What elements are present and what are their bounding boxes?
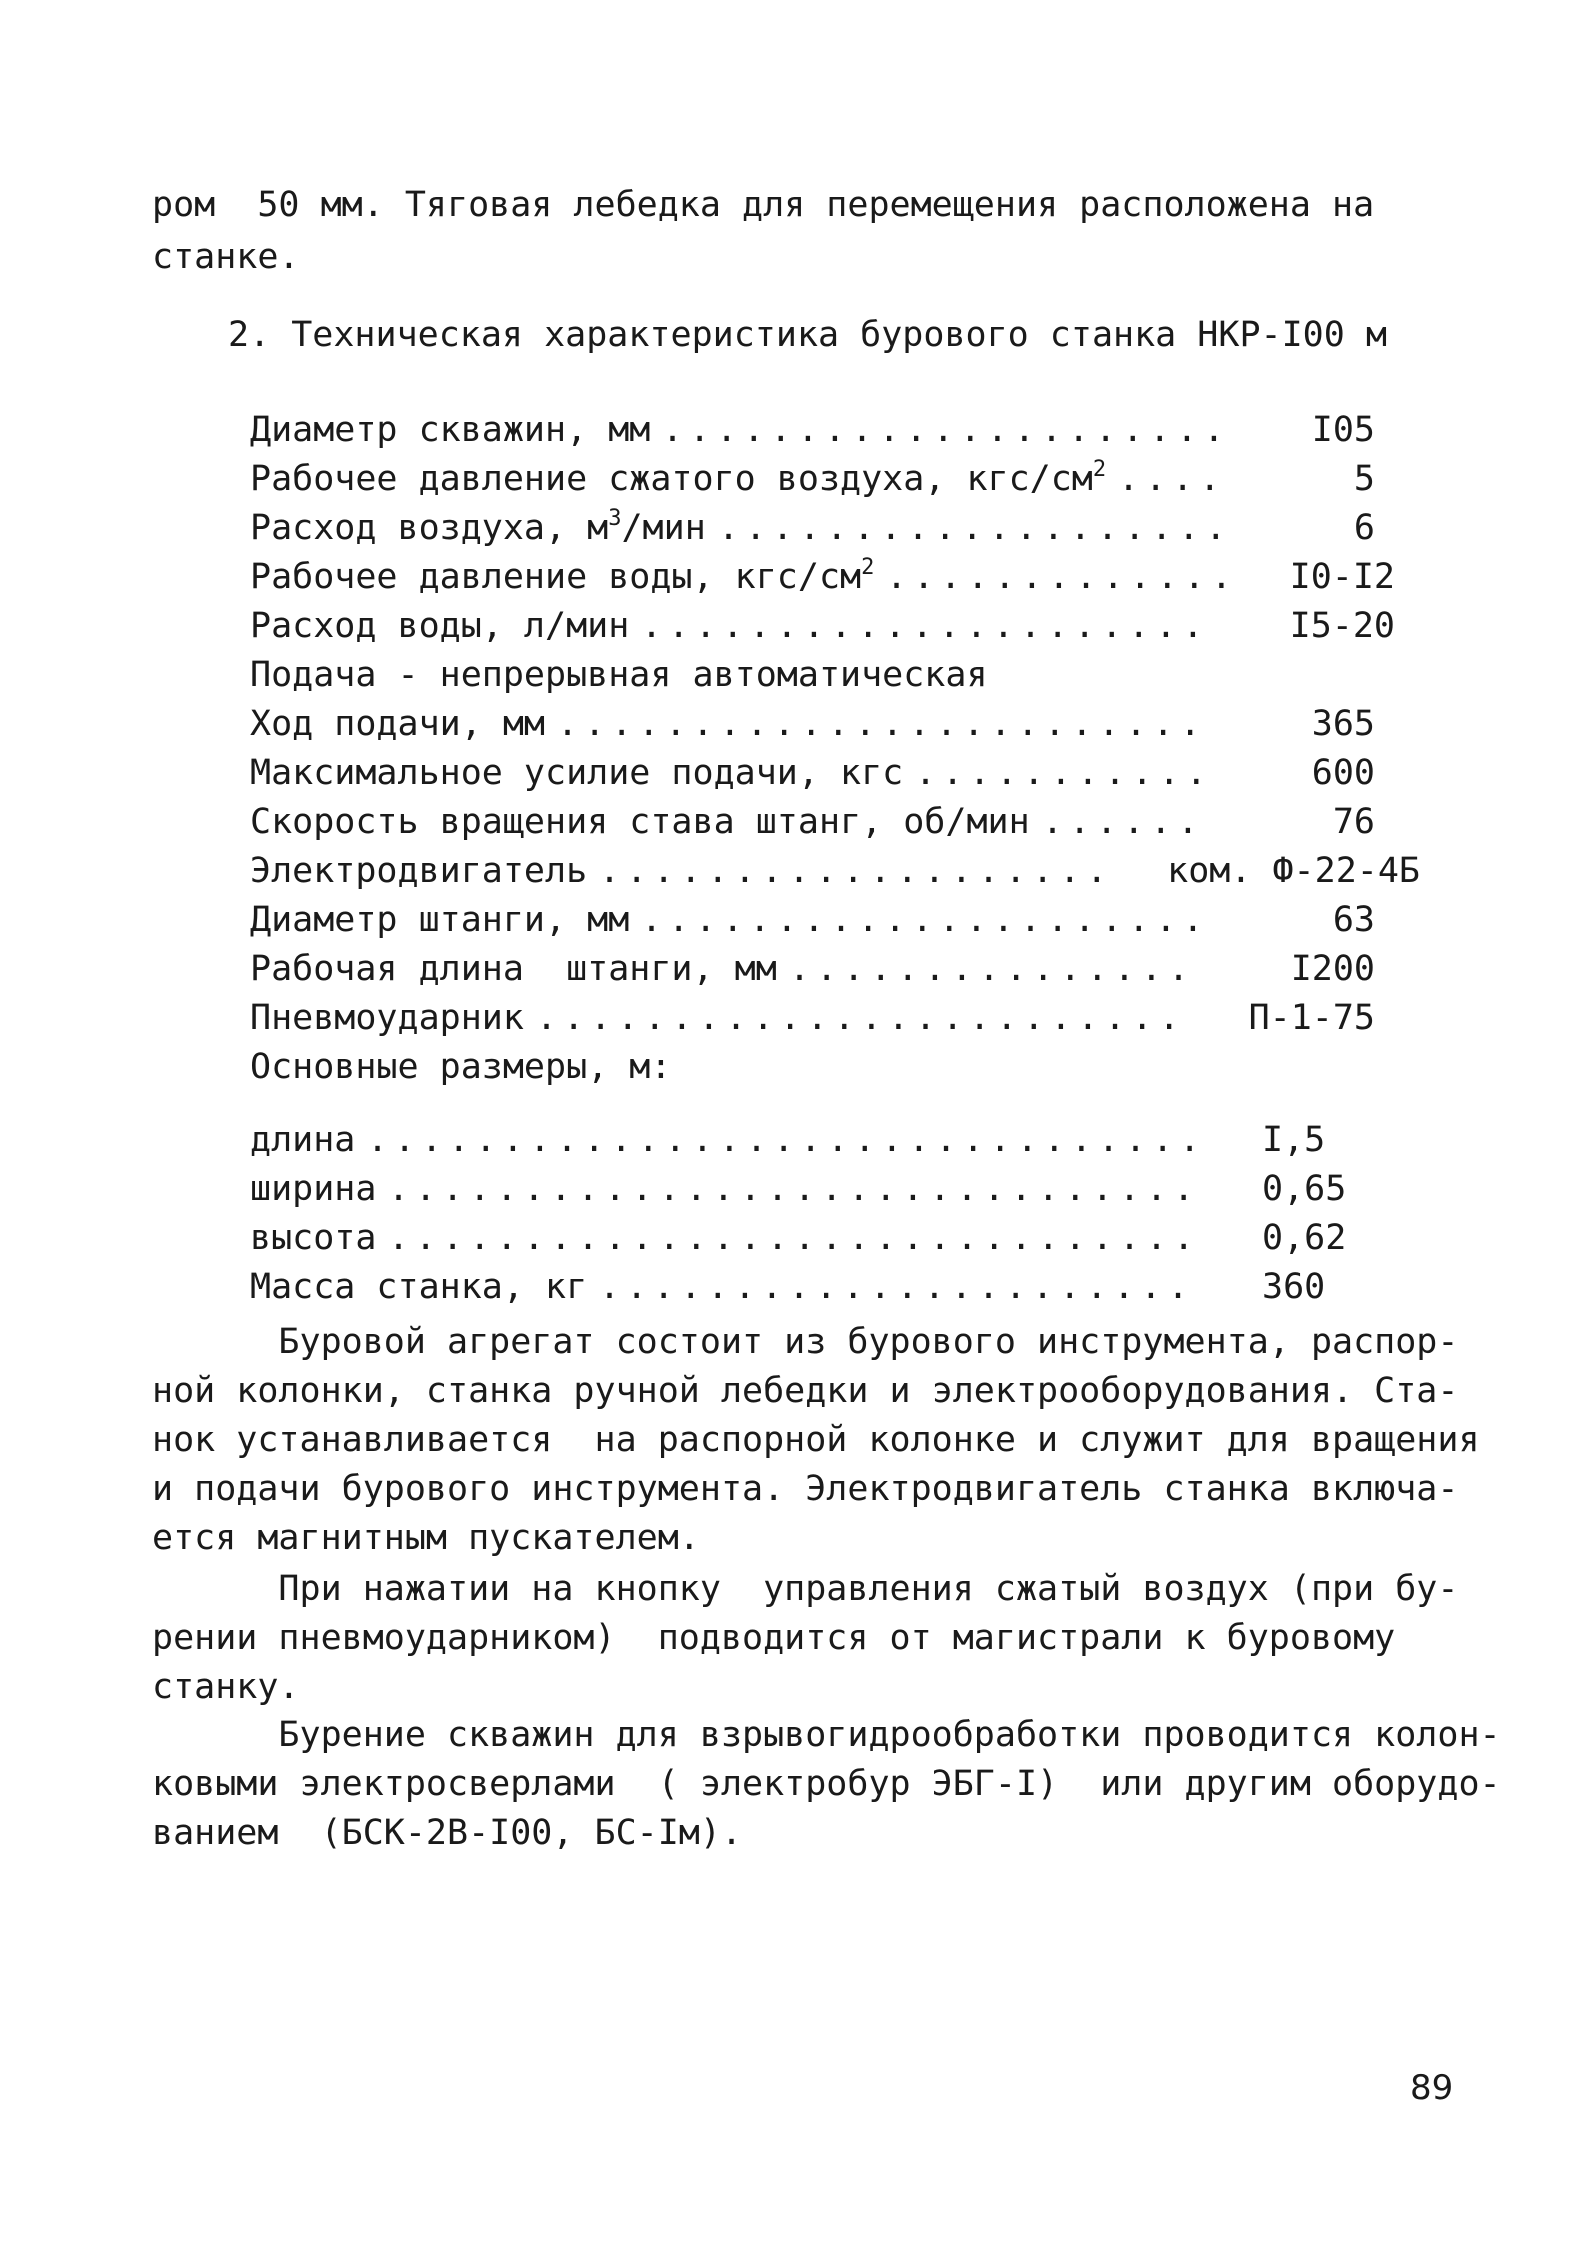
spec-label: Скорость вращения става штанг, об/мин	[250, 802, 1030, 842]
leader-dots: ........................	[557, 704, 1207, 744]
section-title: 2. Техническая характеристика бурового станка НКР-I00 м	[228, 315, 1387, 355]
spec-label: Диаметр скважин, мм	[250, 410, 651, 450]
spec-label: Рабочее давление воды, кгс/$см^2$	[250, 555, 875, 597]
spec-value: I5-20	[1289, 606, 1395, 646]
leader-dots: ..............................	[388, 1218, 1201, 1258]
spec-value: П-1-75	[1248, 998, 1375, 1038]
leader-dots: ........................	[536, 998, 1186, 1038]
paragraph-line: При нажатии на кнопку управления сжатый воздух (при бу-	[152, 1569, 1459, 1609]
spec-value: 600	[1311, 753, 1375, 793]
paragraph-line: и подачи бурового инструмента. Электродвигатель станка включа-	[152, 1469, 1459, 1509]
superscript: 3	[608, 506, 622, 531]
paragraph-line: станку.	[152, 1667, 300, 1707]
spec-label: Основные размеры, м:	[250, 1047, 672, 1087]
spec-value: I05	[1311, 410, 1375, 450]
leader-dots: .....................	[641, 606, 1210, 646]
spec-label: Пневмоударник	[250, 998, 524, 1038]
dimension-value: 0,65	[1262, 1169, 1347, 1209]
leader-dots: ...................	[599, 851, 1114, 891]
superscript: 2	[1092, 457, 1107, 482]
spec-value: ком. Ф-22-4Б	[1167, 851, 1420, 891]
spec-label: Максимальное усилие подачи, кгс	[250, 753, 904, 793]
dimension-label: длина	[250, 1120, 356, 1160]
dimension-value: 360	[1262, 1267, 1326, 1307]
superscript: 2	[861, 555, 875, 580]
spec-label: Расход воды, л/мин	[250, 606, 630, 646]
spec-value: I0-I2	[1289, 557, 1395, 597]
spec-label: Электродвигатель	[250, 851, 588, 891]
spec-value: 365	[1311, 704, 1375, 744]
spec-label: Диаметр штанги, мм	[250, 900, 630, 940]
spec-value: 63	[1332, 900, 1375, 940]
spec-label: Рабочее давление сжатого воздуха, кгс/$см^2$	[250, 457, 1107, 499]
paragraph-line: ковыми электросверлами ( электробур ЭБГ-I) или другим оборудо-	[152, 1764, 1501, 1804]
intro-line-2: станке.	[152, 237, 300, 277]
leader-dots: ....	[1118, 459, 1227, 499]
spec-value: 6	[1353, 508, 1375, 548]
paragraph-line: ванием (БСК-2В-I00, БС-Iм).	[152, 1813, 743, 1853]
leader-dots: ...................	[718, 508, 1233, 548]
paragraph-line: Бурение скважин для взрывогидрообработки проводится колон-	[152, 1715, 1501, 1755]
paragraph-line: ется магнитным пускателем.	[152, 1518, 700, 1558]
leader-dots: ......................	[599, 1267, 1195, 1307]
spec-value: 5	[1353, 459, 1375, 499]
spec-label: Ход подачи, мм	[250, 704, 546, 744]
leader-dots: .............	[886, 557, 1238, 597]
leader-dots: ...............	[789, 949, 1196, 989]
leader-dots: ..............................	[388, 1169, 1201, 1209]
spec-label: Расход воздуха, $м^3$/мин	[250, 506, 706, 548]
dimension-value: 0,62	[1262, 1218, 1347, 1258]
leader-dots: ...........	[915, 753, 1213, 793]
paragraph-line: рении пневмоударником) подводится от магистрали к буровому	[152, 1618, 1396, 1658]
spec-label: Рабочая длина штанги, мм	[250, 949, 777, 989]
spec-label: Подача - непрерывная автоматическая	[250, 655, 988, 695]
leader-dots: .....................	[662, 410, 1231, 450]
dimension-label: высота	[250, 1218, 377, 1258]
dimension-label: ширина	[250, 1169, 377, 1209]
page-number: 89	[1410, 2068, 1454, 2108]
leader-dots: ......	[1042, 802, 1205, 842]
spec-value: 76	[1332, 802, 1375, 842]
paragraph-line: Буровой агрегат состоит из бурового инструмента, распор-	[152, 1322, 1459, 1362]
leader-dots: .....................	[641, 900, 1210, 940]
dimension-label: Масса станка, кг	[250, 1267, 588, 1307]
paragraph-line: ной колонки, станка ручной лебедки и электрооборудования. Ста-	[152, 1371, 1459, 1411]
leader-dots: ...............................	[367, 1120, 1207, 1160]
paragraph-line: нок устанавливается на распорной колонке и служит для вращения	[152, 1420, 1480, 1460]
intro-line-1: ром 50 мм. Тяговая лебедка для перемещения расположена на	[152, 185, 1375, 225]
dimension-value: I,5	[1262, 1120, 1326, 1160]
spec-value: I200	[1290, 949, 1375, 989]
